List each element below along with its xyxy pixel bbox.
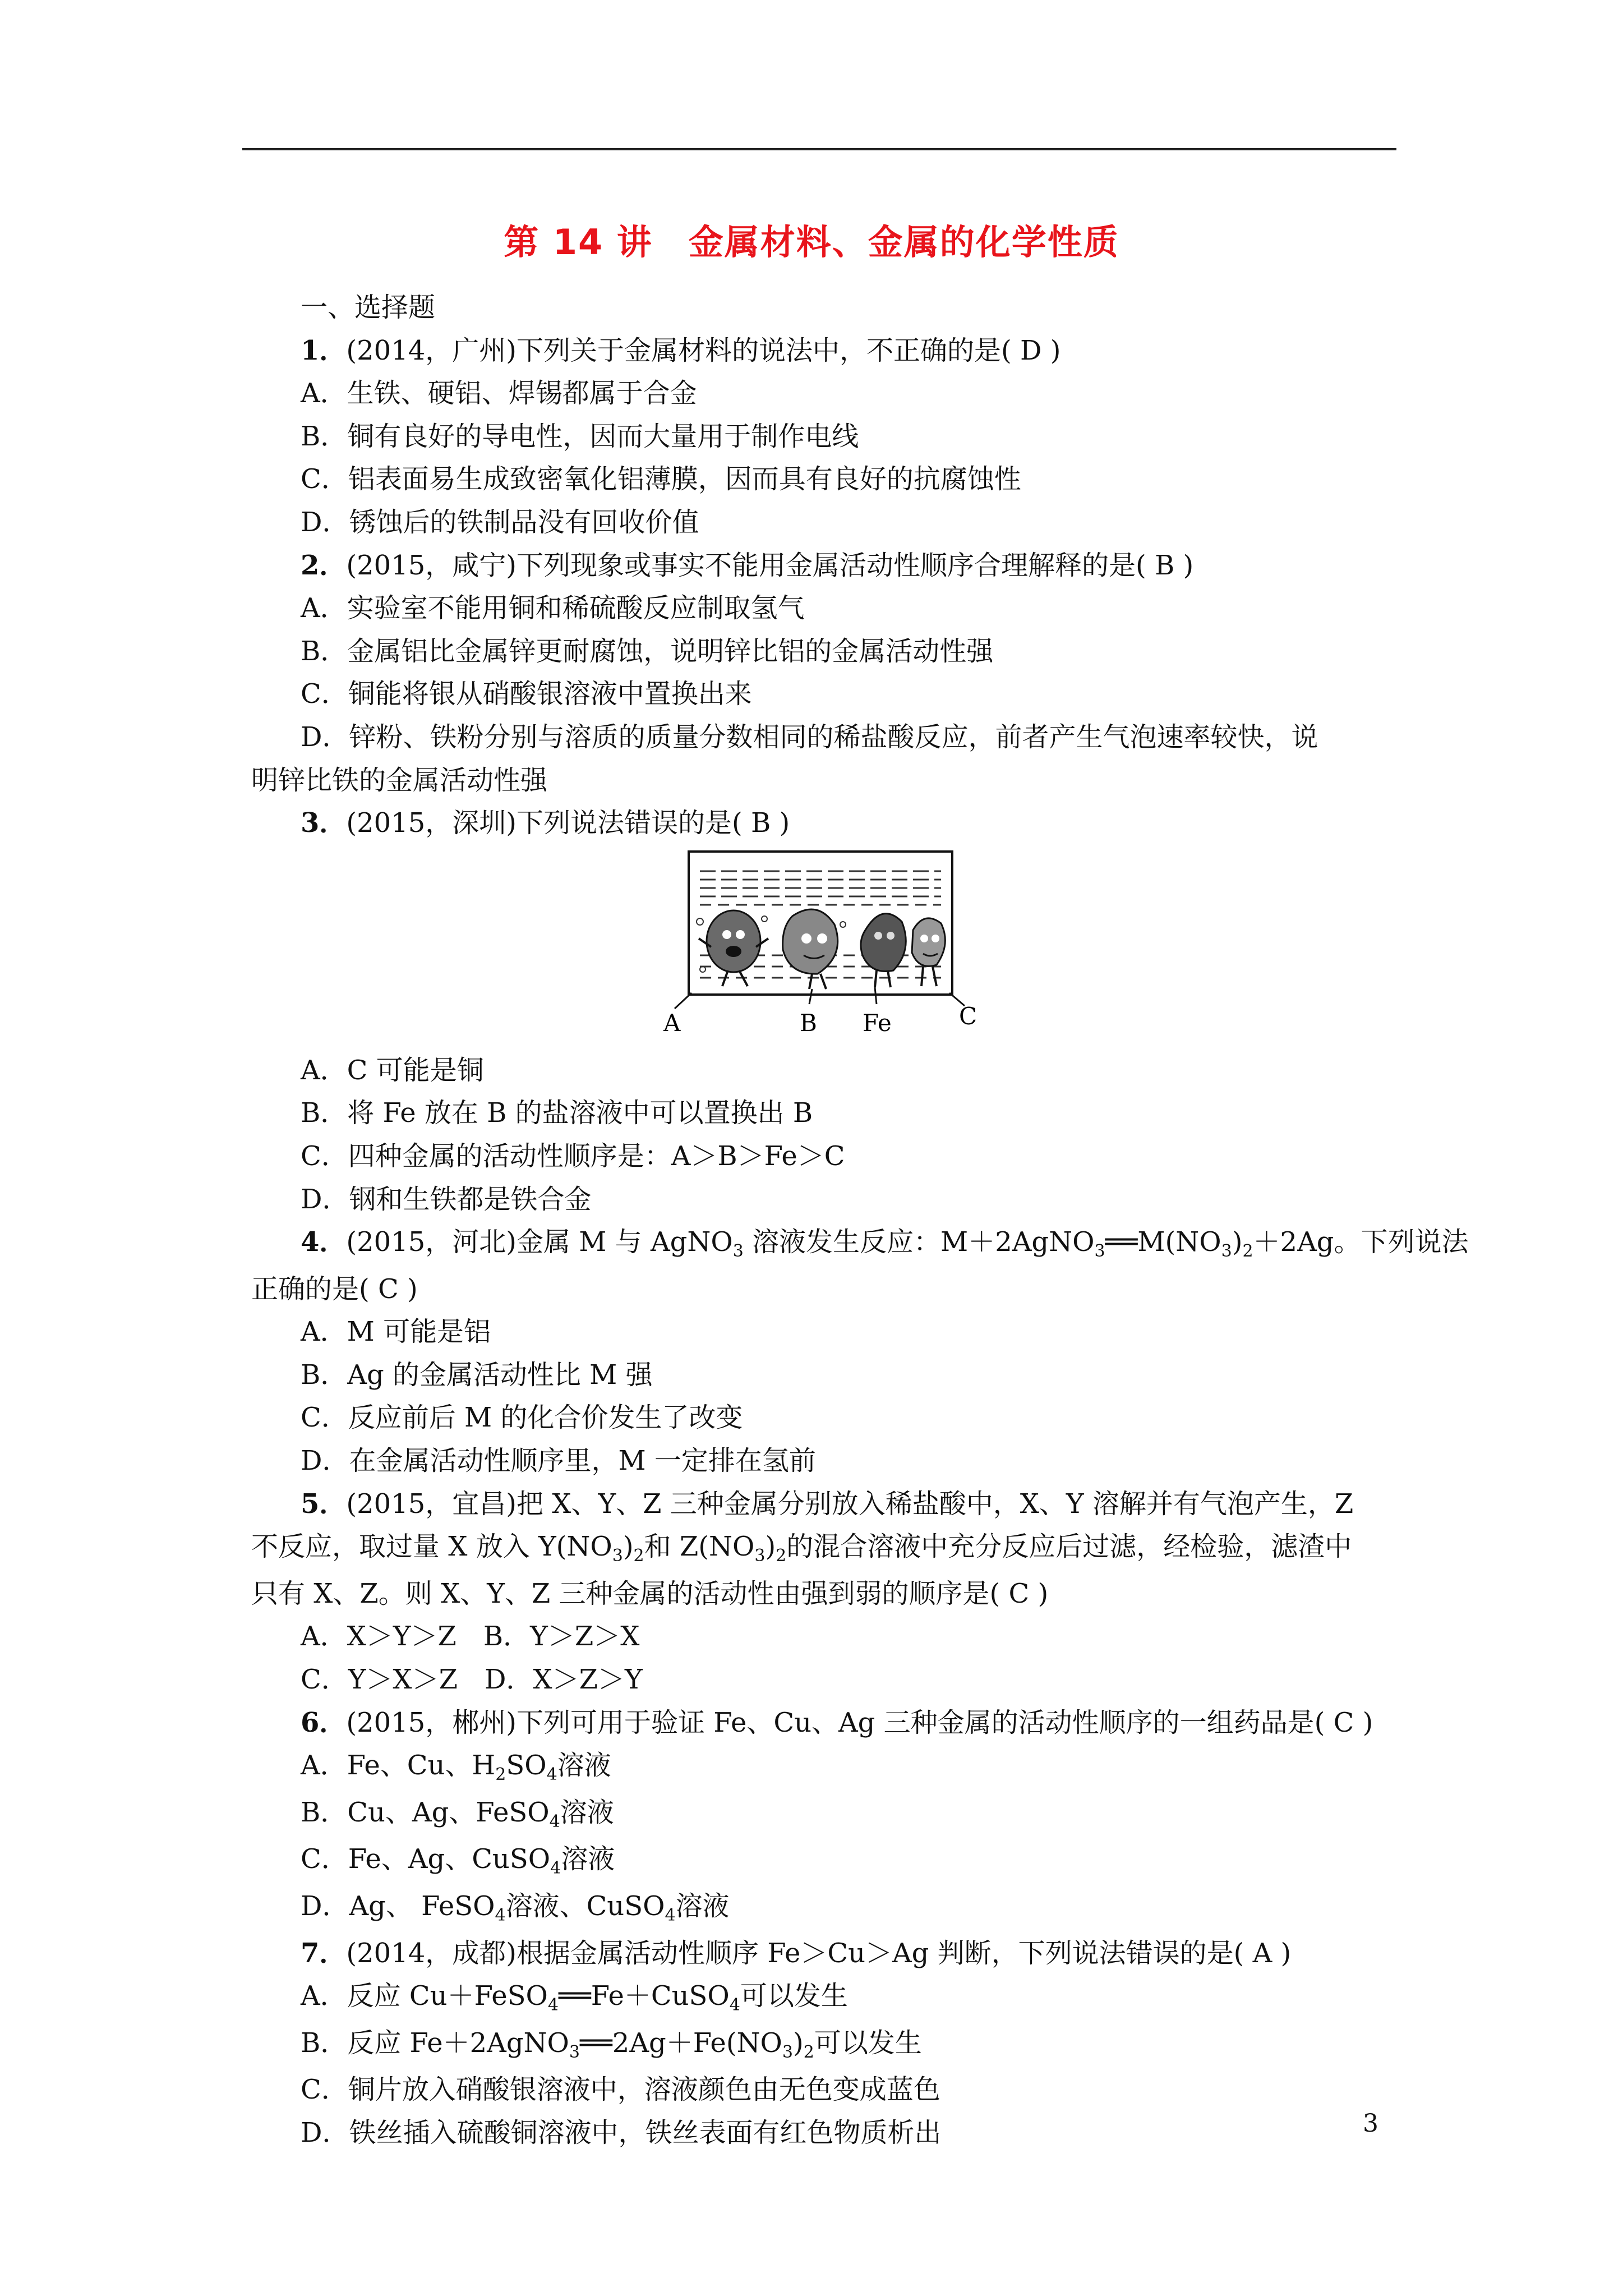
label-b: B xyxy=(800,1009,817,1037)
option: B．Cu、Ag、FeSO$_4$溶液 xyxy=(301,1796,614,1832)
option: C．Y＞X＞Z D．X＞Z＞Y xyxy=(301,1664,643,1696)
option: A．C 可能是铜 xyxy=(301,1054,484,1086)
beaker-illustration xyxy=(251,846,1395,1048)
metal-beaker-figure xyxy=(251,846,1395,1048)
option: D．在金属活动性顺序里，M 一定排在氢前 xyxy=(301,1445,816,1477)
option-continuation: 明锌比铁的金属活动性强 xyxy=(251,764,548,796)
section-heading: 一、选择题 xyxy=(301,292,436,323)
label-leaders xyxy=(675,987,965,1009)
metal-fe-character xyxy=(861,913,906,987)
option: A．Fe、Cu、$H_2SO_4$溶液 xyxy=(301,1750,611,1785)
stem-continuation: 不反应，取过量 X 放入 $Y(NO_3)_2$和 $Z(NO_3)_2$的混合溶液中充分反应后过滤，经检验，滤渣中 xyxy=(251,1531,1352,1566)
option: A．X＞Y＞Z B．Y＞Z＞X xyxy=(301,1621,640,1653)
option: A．实验室不能用铜和稀硫酸反应制取氢气 xyxy=(301,592,805,624)
option: C．铜能将银从硝酸银溶液中置换出来 xyxy=(301,678,752,710)
option: D．锌粉、铁粉分别与溶质的质量分数相同的稀盐酸反应，前者产生气泡速率较快，说 xyxy=(301,721,1318,753)
question-number: 6． xyxy=(301,1706,347,1738)
option: C．四种金属的活动性顺序是：A＞B＞Fe＞C xyxy=(301,1140,845,1172)
question-number: 7． xyxy=(301,1937,347,1969)
option: B．反应 $Fe+2AgNO_3══2Ag+Fe(NO_3)_2$可以发生 xyxy=(301,2027,922,2062)
option: D．锈蚀后的铁制品没有回收价值 xyxy=(301,506,699,538)
question-3-stem: 3．(2015，深圳)下列说法错误的是( B ) xyxy=(301,807,790,839)
page-number: 3 xyxy=(1363,2109,1378,2138)
question-4-stem: 4．(2015，河北)金属 M 与 AgNO$_3$ 溶液发生反应：$M+2AgNO_3══M(NO_3)_2+2Ag$。下列说法 xyxy=(301,1226,1469,1262)
stem-continuation: 只有 X、Z。则 X、Y、Z 三种金属的活动性由强到弱的顺序是( C ) xyxy=(251,1577,1049,1609)
option: C．反应前后 M 的化合价发生了改变 xyxy=(301,1402,743,1434)
question-number: 4． xyxy=(301,1226,347,1258)
label-a: A xyxy=(663,1009,681,1037)
option: B．铜有良好的导电性，因而大量用于制作电线 xyxy=(301,420,859,452)
stem-continuation: 正确的是( C ) xyxy=(251,1273,418,1305)
question-7-stem: 7．(2014，成都)根据金属活动性顺序 Fe＞Cu＞Ag 判断，下列说法错误的是( A ) xyxy=(301,1937,1292,1969)
option: C．Fe、Ag、CuSO$_4$溶液 xyxy=(301,1843,615,1879)
option: C．铜片放入硝酸银溶液中，溶液颜色由无色变成蓝色 xyxy=(301,2074,940,2106)
header-rule xyxy=(242,148,1396,150)
option: D．Ag、 FeSO$_4$溶液、CuSO$_4$溶液 xyxy=(301,1890,730,1925)
question-number: 5． xyxy=(301,1488,347,1520)
label-fe: Fe xyxy=(863,1009,892,1037)
question-number: 3． xyxy=(301,807,347,839)
option: A．生铁、硬铝、焊锡都属于合金 xyxy=(301,378,697,409)
page-title: 第 14 讲 金属材料、金属的化学性质 xyxy=(504,222,1119,263)
option: C．铝表面易生成致密氧化铝薄膜，因而具有良好的抗腐蚀性 xyxy=(301,463,1021,495)
question-number: 2． xyxy=(301,549,347,581)
question-1-stem: 1．(2014，广州)下列关于金属材料的说法中，不正确的是( D ) xyxy=(301,334,1061,366)
question-number: 1． xyxy=(301,334,347,366)
metal-c-character xyxy=(912,918,945,986)
label-c: C xyxy=(959,1002,978,1030)
question-2-stem: 2．(2015，咸宁)下列现象或事实不能用金属活动性顺序合理解释的是( B ) xyxy=(301,549,1194,581)
option: A．反应 Cu＋FeSO$_4$══Fe＋CuSO$_4$可以发生 xyxy=(301,1980,848,2016)
metal-a-character xyxy=(697,910,768,986)
option: D．铁丝插入硫酸铜溶液中，铁丝表面有红色物质析出 xyxy=(301,2116,942,2148)
option: B．Ag 的金属活动性比 M 强 xyxy=(301,1359,653,1391)
question-5-stem: 5．(2015，宜昌)把 X、Y、Z 三种金属分别放入稀盐酸中，X、Y 溶解并有气泡产生，Z xyxy=(301,1488,1354,1520)
question-6-stem: 6．(2015，郴州)下列可用于验证 Fe、Cu、Ag 三种金属的活动性顺序的一组药品是( C ) xyxy=(301,1706,1373,1738)
question-list xyxy=(251,286,1469,2155)
option: A．M 可能是铝 xyxy=(301,1316,491,1348)
option: D．钢和生铁都是铁合金 xyxy=(301,1183,592,1215)
option: B．将 Fe 放在 B 的盐溶液中可以置换出 B xyxy=(301,1097,813,1129)
option: B．金属铝比金属锌更耐腐蚀，说明锌比铝的金属活动性强 xyxy=(301,635,994,667)
